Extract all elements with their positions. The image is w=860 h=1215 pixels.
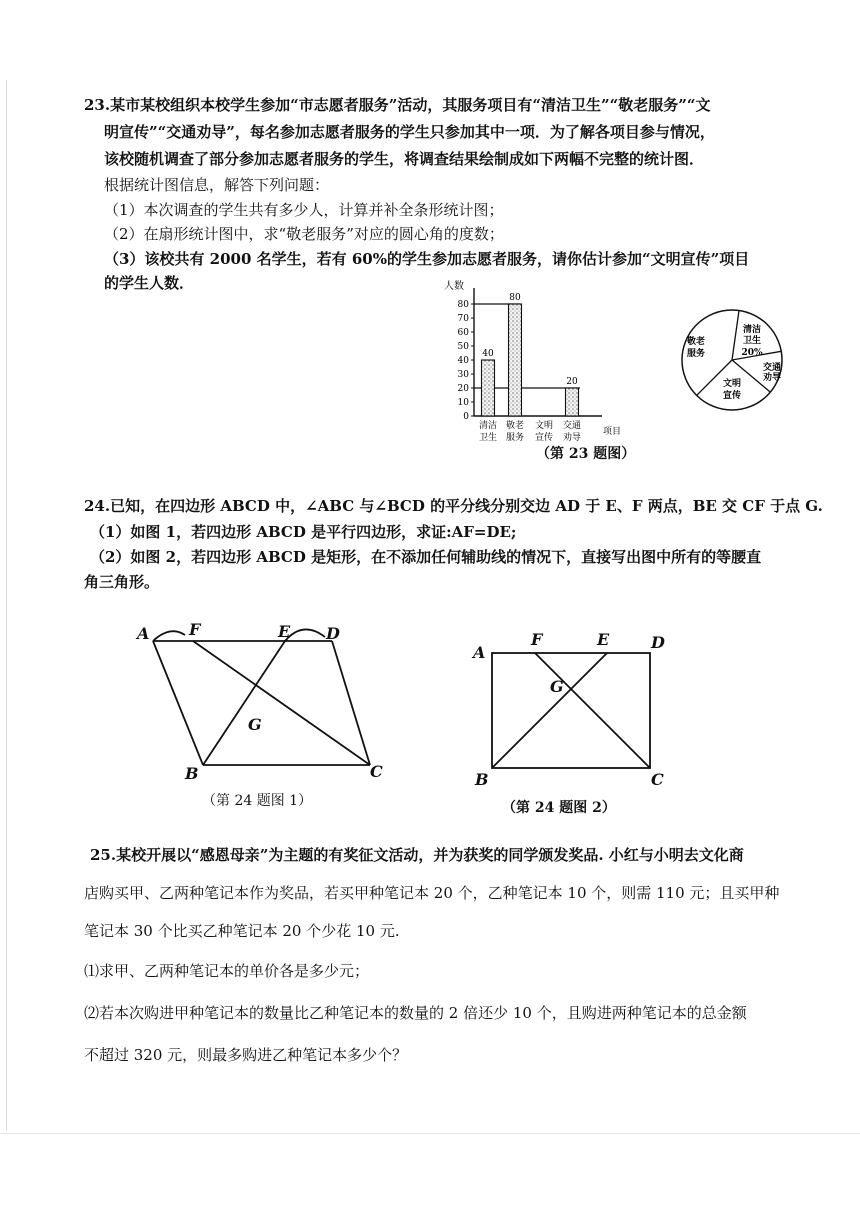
q23-sub-3a: （3）该校共有 2000 名学生，若有 60%的学生参加志愿者服务，请你估计参加“文明宣传”项目 [104,250,750,268]
y-tick-label: 50 [457,342,469,352]
pie-slice-label: 服务 [686,349,706,359]
label-F: F [531,630,543,649]
label-C: C [651,770,664,789]
side-DC [332,641,370,765]
q25-sub-1: ⑴求甲、乙两种笔记本的单价各是多少元； [84,962,370,980]
y-tick-label: 60 [457,328,469,338]
label-B: B [185,764,199,783]
q25-line-2: 店购买甲、乙两种笔记本作为奖品，若买甲种笔记本 20 个，乙种笔记本 10 个，则需 110 元；且买甲种 [84,884,780,902]
x-tick-label: 文明 [534,421,554,431]
pie-slice-label: 宣传 [722,391,742,401]
label-E: E [278,622,291,641]
q23-line-2: 明宣传”“交通劝导”，每名参加志愿者服务的学生只参加其中一项．为了解各项目参与情况， [104,123,715,141]
label-F: F [189,620,201,639]
pie-chart [674,306,794,416]
q23-line-4: 根据统计图信息，解答下列问题： [104,176,330,194]
q25-sub-2b: 不超过 320 元，则最多购进乙种笔记本多少个？ [84,1046,408,1064]
q25-line-3: 笔记本 30 个比买乙种笔记本 20 个少花 10 元. [84,922,400,940]
q24-sub-2a: （2）如图 2，若四边形 ABCD 是矩形，在不添加任何辅助线的情况下，直接写出图中所有的等腰直 [90,548,762,566]
scan-left-edge [6,80,7,1130]
y-axis-label: 人数 [444,281,464,292]
pie-slice-label: 20% [741,348,763,358]
bar [509,304,522,416]
y-tick-label: 70 [457,314,469,324]
figure-24-1 [125,615,405,795]
x-tick-label: 交通 [562,421,582,431]
figure-24-2-caption: （第 24 题图 2） [502,800,616,816]
y-tick-label: 40 [457,356,469,366]
scan-bottom-edge [0,1133,860,1134]
q23-line-1: 23.某市某校组织本校学生参加“市志愿者服务”活动，其服务项目有“清洁卫生”“敬老服务”“文 [84,96,711,114]
label-E: E [597,630,610,649]
angle-arc-A [153,631,185,641]
y-tick-label: 10 [457,398,469,408]
segment-CF [193,641,370,765]
figure-24-2 [465,625,675,795]
label-D: D [651,633,665,652]
bar-value-label: 20 [566,377,578,387]
bar-value-label: 80 [509,293,521,303]
x-tick-label: 敬老 [505,421,525,431]
bar-value-label: 40 [482,349,494,359]
segment-CF [535,653,650,768]
q24-sub-1: （1）如图 1，若四边形 ABCD 是平行四边形，求证:AF=DE; [90,523,517,541]
pie-slice-label: 文明 [722,379,742,389]
q25-line-1: 25.某校开展以“感恩母亲”为主题的有奖征文活动，并为获奖的同学颁发奖品. 小红与小明去文化商 [90,846,744,864]
y-tick-label: 30 [457,370,469,380]
q24-sub-2b: 角三角形。 [84,573,160,591]
q23-sub-3b: 的学生人数． [104,274,195,292]
q25-sub-2a: ⑵若本次购进甲种笔记本的数量比乙种笔记本的数量的 2 倍还少 10 个，且购进两种笔记本的总金额 [84,1004,747,1022]
label-A: A [473,643,486,662]
label-C: C [370,762,383,781]
label-D: D [326,624,340,643]
label-A: A [137,624,150,643]
label-G: G [248,715,262,734]
q23-sub-1: （1）本次调查的学生共有多少人，计算并补全条形统计图； [104,201,504,219]
pie-slice-label: 交通 [762,363,782,373]
y-tick-label: 0 [463,412,469,422]
q23-sub-2: （2）在扇形统计图中，求“敬老服务”对应的圆心角的度数； [104,225,504,243]
q23-figure-caption: （第 23 题图） [536,446,636,462]
x-tick-label: 劝导 [562,433,582,443]
segment-BE [492,653,607,768]
y-tick-label: 20 [457,384,469,394]
bar-chart [440,280,640,450]
x-axis-label: 项目 [603,427,622,437]
bar [482,360,495,416]
pie-slice-label: 清洁 [742,325,762,335]
y-tick-label: 80 [457,300,469,310]
side-AB [153,641,203,765]
q23-line-3: 该校随机调查了部分参加志愿者服务的学生，将调查结果绘制成如下两幅不完整的统计图． [104,150,705,168]
segment-BE [203,641,285,765]
label-B: B [475,770,489,789]
x-tick-label: 清洁 [478,421,498,431]
rectangle-ABCD [492,653,650,768]
pie-slice-label: 卫生 [742,336,762,346]
label-G: G [550,677,564,696]
x-tick-label: 宣传 [534,433,554,443]
q24-line-1: 24.已知，在四边形 ABCD 中，∠ABC 与∠BCD 的平分线分别交边 AD 于 E、F 两点，BE 交 CF 于点 G. [84,497,823,515]
figure-24-1-caption: （第 24 题图 1） [202,793,313,809]
pie-slice-label: 敬老 [686,337,706,347]
pie-slice-label: 劝导 [762,373,782,383]
bar [566,388,579,416]
x-tick-label: 服务 [505,433,525,443]
x-tick-label: 卫生 [478,433,498,443]
angle-arc-E [285,629,325,641]
